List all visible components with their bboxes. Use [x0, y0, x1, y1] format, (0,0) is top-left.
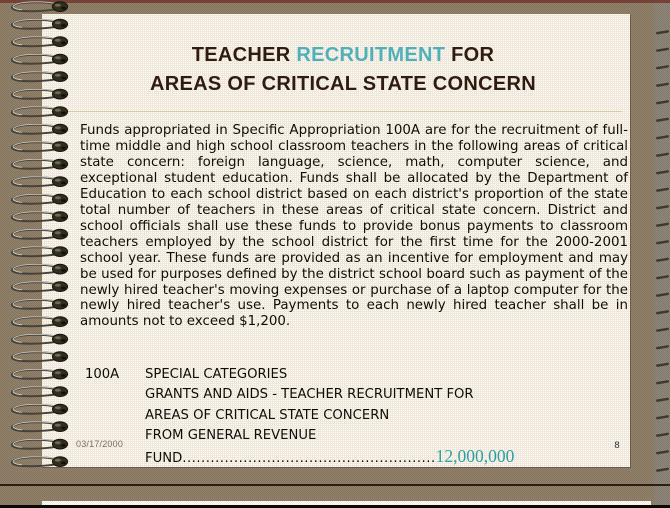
title-highlight: RECRUITMENT	[296, 44, 446, 66]
notebook-page	[42, 14, 631, 468]
appropriation-block	[85, 365, 625, 469]
title-divider-line	[68, 111, 622, 112]
body-paragraph: Funds appropriated in Specific Appropriation 100A are for the recruitment of full-time middle and high school classroom teachers in the following areas of critical state concern: foreign language, science, math, computer science, and exceptional student education. Funds shall be allocated by the Department of Education to each school district based on each district's proportion of the state total number of teachers in these areas of critical state concern. District and school officials shall use these funds to provide bonus payments to classroom teachers employed by the school district for the first time for the 2000-2001 school year. These funds are provided as an incentive for employment and may be used for purposes defined by the district school board such as payment of the newly hired teacher's moving expenses or purchase of a laptop computer for the newly hired teacher's use. Payments to each newly hired teacher shall be in amounts not to exceed $1,200.	[80, 123, 628, 330]
appropriation-row	[85, 365, 625, 385]
top-edge-bar	[0, 0, 670, 3]
slide-page-number: 8	[614, 440, 620, 451]
appropriation-line: FROM GENERAL REVENUE	[145, 427, 317, 443]
appropriation-line: SPECIAL CATEGORIES	[145, 367, 288, 382]
slide-title	[62, 41, 624, 98]
lower-divider-line	[0, 484, 670, 486]
appropriation-line: AREAS OF CRITICAL STATE CONCERN	[145, 407, 390, 423]
appropriation-code: 100A	[85, 367, 120, 382]
appropriation-line: GRANTS AND AIDS - TEACHER RECRUITMENT FOR	[145, 387, 474, 403]
title-part1: TEACHER	[191, 44, 297, 66]
fund-amount-line	[85, 446, 625, 469]
fund-label: FUND	[145, 451, 183, 467]
page-edge-ticks	[656, 31, 670, 501]
title-part2: FOR	[445, 44, 495, 66]
spiral-binding-rings-icon	[0, 0, 74, 476]
dot-leader: ......................................................	[182, 451, 436, 467]
fund-amount: 12,000,000	[435, 446, 515, 467]
slide-date: 03/17/2000	[76, 439, 124, 449]
title-line2: AREAS OF CRITICAL STATE CONCERN	[150, 72, 536, 95]
